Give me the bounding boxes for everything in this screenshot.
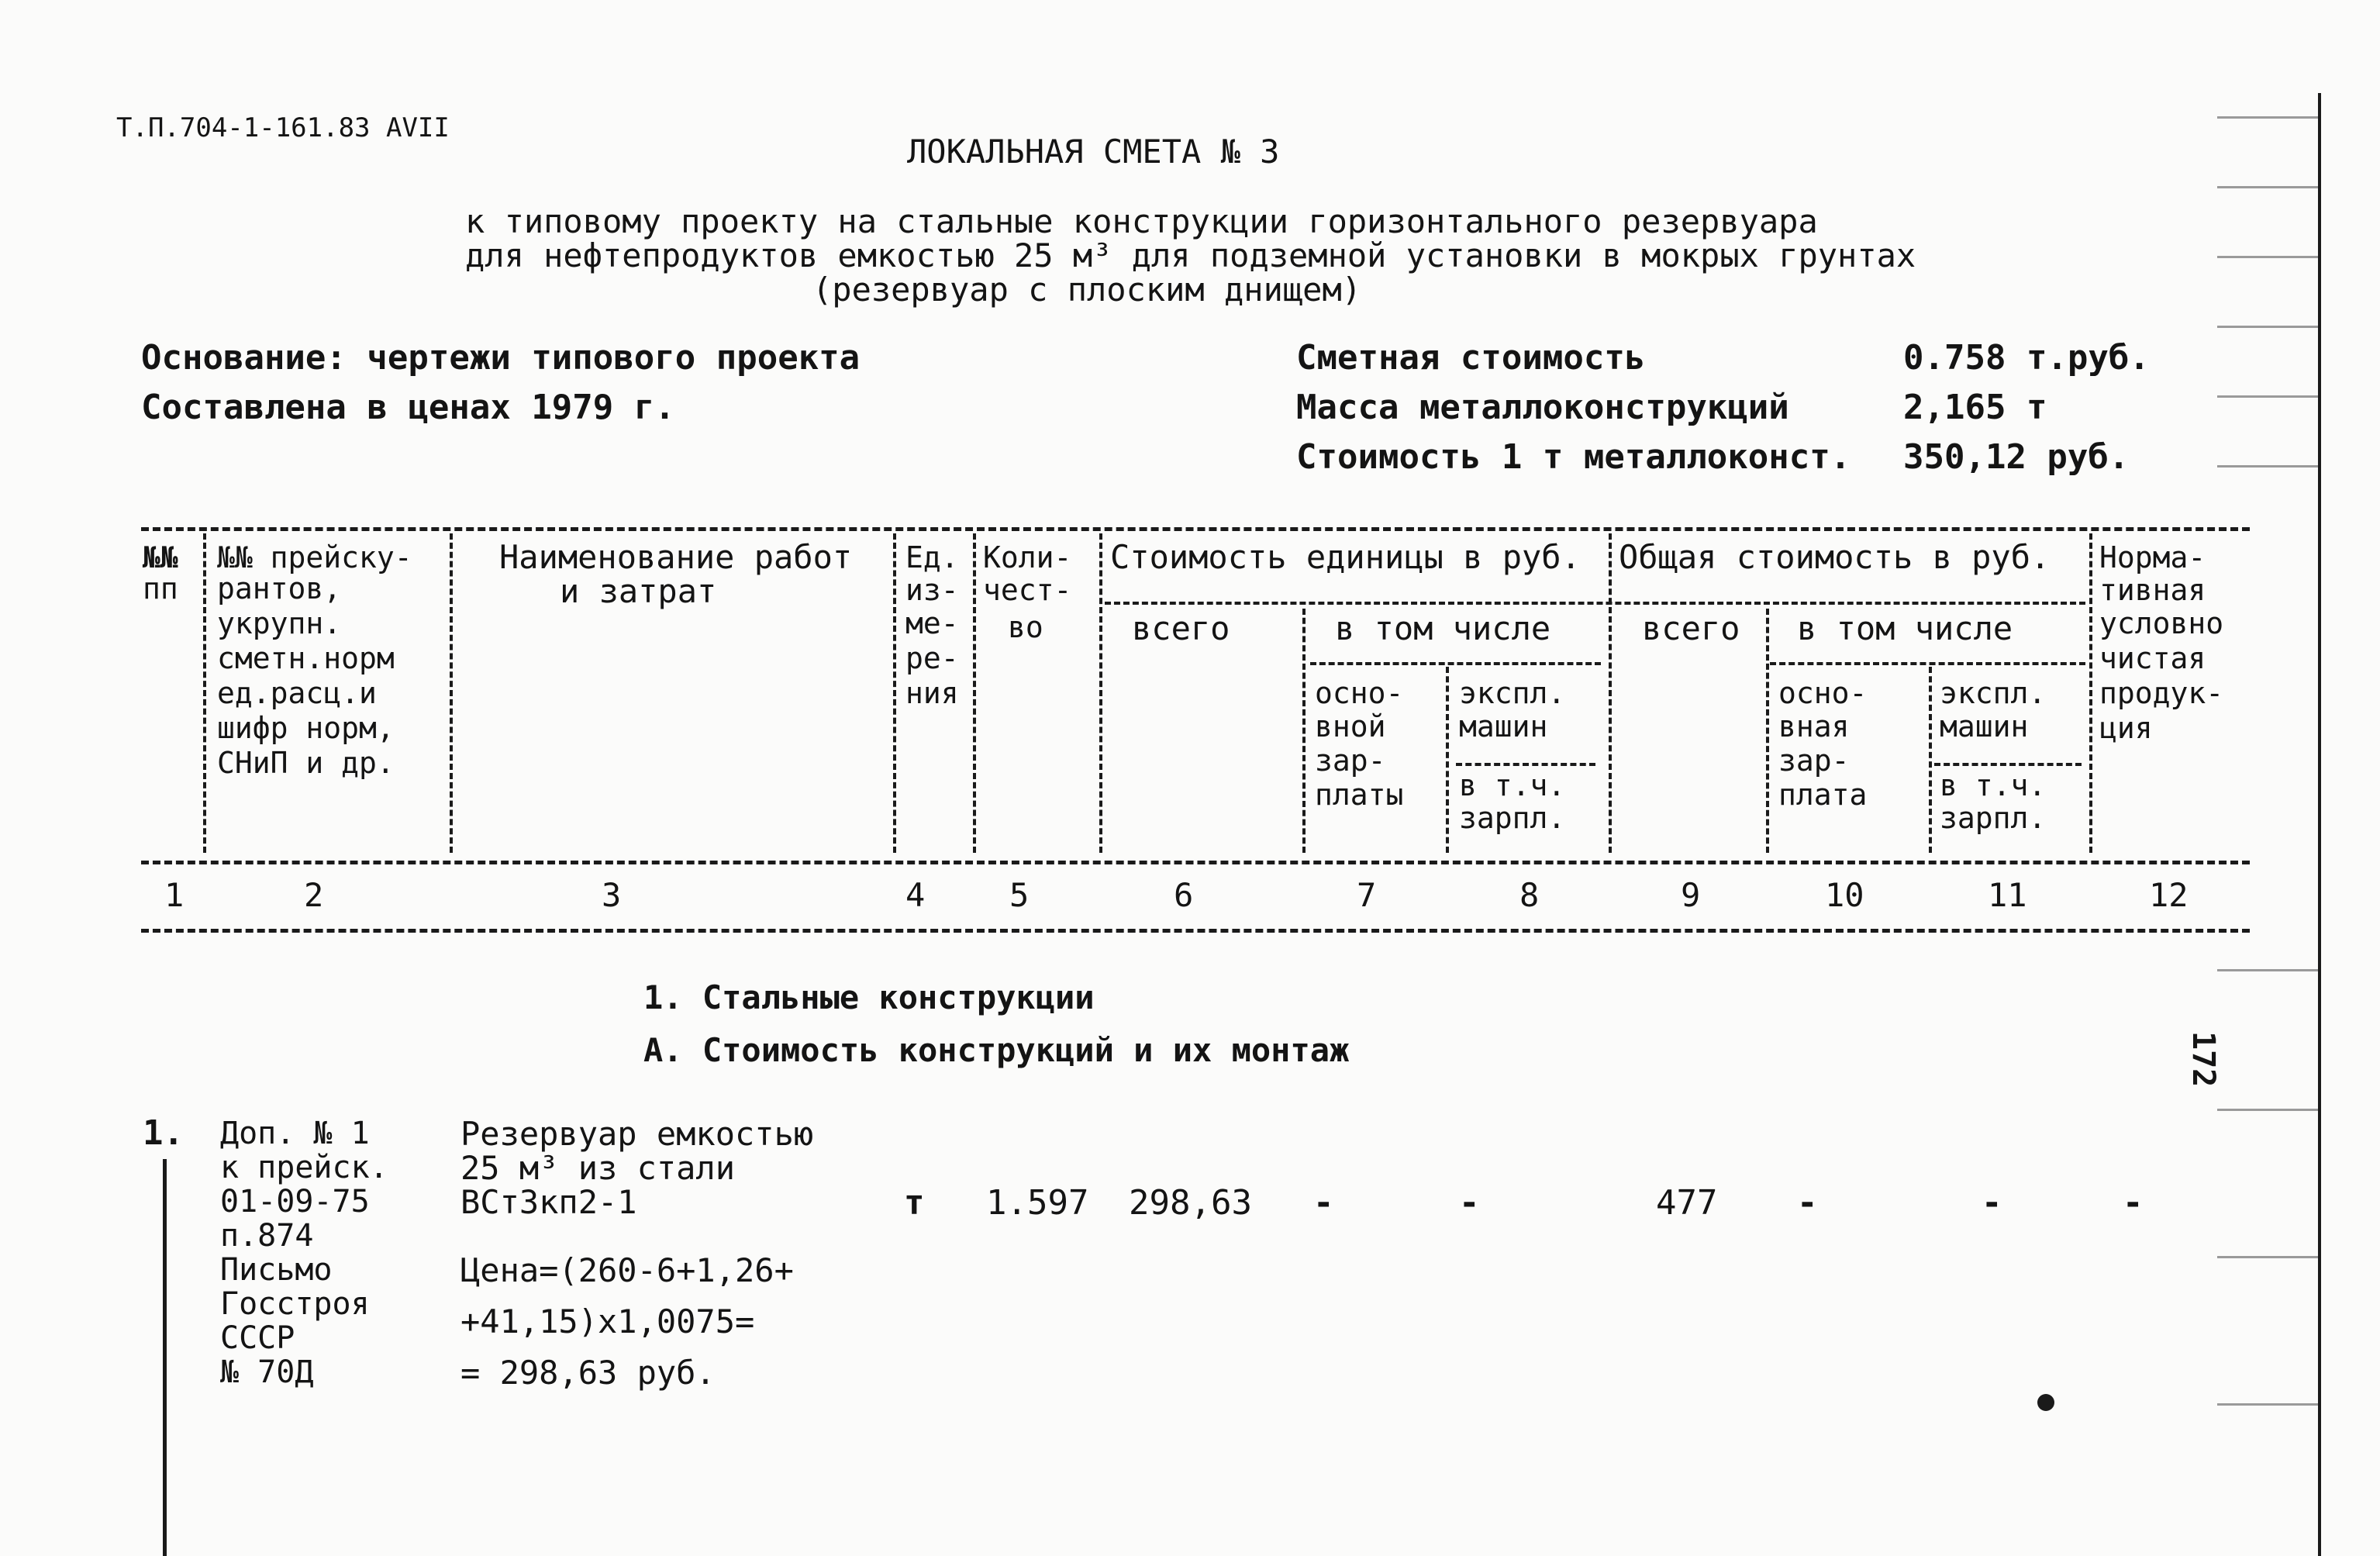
hdr-c2-l5: ед.расц.и bbox=[217, 676, 377, 710]
row-1-c8: - bbox=[1459, 1183, 1480, 1223]
basis-text: Основание: чертежи типового проекта bbox=[141, 338, 861, 378]
column-numbers-rule bbox=[141, 929, 2250, 933]
col-divider-9 bbox=[1766, 609, 1769, 853]
colnum-3: 3 bbox=[602, 876, 622, 914]
row-1-num: 1. bbox=[143, 1113, 184, 1153]
margin-rule bbox=[2217, 1109, 2318, 1111]
hdr-c5-l3: во bbox=[1008, 610, 1043, 644]
row-1-c9: 477 bbox=[1656, 1183, 1718, 1223]
row-1-ref-l7: СССР bbox=[220, 1320, 295, 1356]
page-number: 172 bbox=[2185, 1031, 2221, 1088]
hdr-c7-l3: зар- bbox=[1315, 743, 1386, 778]
hdr-c3-l2: и затрат bbox=[560, 572, 717, 610]
colnum-8: 8 bbox=[1519, 876, 1540, 914]
colnum-1: 1 bbox=[164, 876, 185, 914]
colnum-10: 10 bbox=[1825, 876, 1864, 914]
hdr-c2-l3: укрупн. bbox=[217, 606, 342, 640]
c11-subrule bbox=[1934, 763, 2082, 766]
margin-rule bbox=[2217, 326, 2318, 328]
hdr-c7-l1: осно- bbox=[1315, 676, 1404, 710]
col-divider-10 bbox=[1929, 667, 1932, 853]
total-cost-subrule bbox=[1770, 662, 2085, 665]
hdr-c3-l1: Наименование работ bbox=[499, 538, 853, 576]
row-1-ref-l2: к прейск. bbox=[220, 1150, 388, 1185]
row-1-ref-l3: 01-09-75 bbox=[220, 1184, 370, 1220]
hdr-c6-vsego: всего bbox=[1132, 609, 1230, 647]
row-1-name-l2: 25 м³ из стали bbox=[460, 1149, 736, 1187]
table-top-rule bbox=[141, 527, 2250, 531]
col-divider-2 bbox=[450, 533, 453, 853]
hdr-c8-sub-l2: зарпл. bbox=[1459, 801, 1566, 835]
prices-text: Составлена в ценах 1979 г. bbox=[141, 388, 675, 427]
summary-label-mass: Масса металлоконструкций bbox=[1296, 388, 1789, 427]
row-left-border bbox=[163, 1159, 167, 1556]
hdr-c8-l1: экспл. bbox=[1459, 676, 1566, 710]
row-1-c11: - bbox=[1982, 1183, 2002, 1223]
row-1-ref-l4: п.874 bbox=[220, 1218, 314, 1254]
header-bottom-rule bbox=[141, 861, 2250, 864]
margin-rule bbox=[2217, 1256, 2318, 1258]
hdr-c12-l6: ция bbox=[2099, 711, 2153, 745]
row-1-name-l3: ВСт3кп2-1 bbox=[460, 1183, 637, 1221]
hdr-c5-l1: Коли- bbox=[983, 540, 1072, 574]
row-1-unit: т bbox=[904, 1183, 925, 1223]
row-1-calc-l3: = 298,63 руб. bbox=[460, 1354, 716, 1392]
page-right-border bbox=[2318, 93, 2321, 1556]
hdr-c9-vsego: всего bbox=[1642, 609, 1740, 647]
hdr-total-cost: Общая стоимость в руб. bbox=[1619, 538, 2051, 576]
row-1-ref-l1: Доп. № 1 bbox=[220, 1116, 370, 1151]
hdr-c2-l2: рантов, bbox=[217, 571, 342, 605]
hdr-c10-l2: вная bbox=[1778, 709, 1850, 743]
row-1-calc-l2: +41,15)х1,0075= bbox=[460, 1302, 755, 1340]
col-divider-6 bbox=[1302, 609, 1306, 853]
hdr-c8-sub-l1: в т.ч. bbox=[1459, 768, 1566, 802]
col-divider-7 bbox=[1446, 667, 1449, 853]
colnum-6: 6 bbox=[1174, 876, 1194, 914]
hdr-c11-sub-l1: в т.ч. bbox=[1940, 768, 2047, 802]
hdr-c7-c8-v-tom-chisle: в том числе bbox=[1335, 609, 1551, 647]
hdr-c2-l4: сметн.норм bbox=[217, 641, 395, 675]
document-code: Т.П.704-1-161.83 АVII bbox=[116, 112, 450, 143]
section-title: 1. Стальные конструкции bbox=[643, 978, 1095, 1016]
hdr-c7-l2: вной bbox=[1315, 709, 1386, 743]
row-1-c6: 298,63 bbox=[1129, 1183, 1252, 1223]
colnum-11: 11 bbox=[1988, 876, 2027, 914]
hdr-c4-l2: из- bbox=[905, 573, 959, 607]
row-1-ref-l6: Госстроя bbox=[220, 1286, 370, 1322]
hdr-c2-l7: СНиП и др. bbox=[217, 746, 395, 780]
hdr-c10-c11-v-tom-chisle: в том числе bbox=[1797, 609, 2013, 647]
col-divider-3 bbox=[893, 533, 896, 853]
colnum-2: 2 bbox=[304, 876, 324, 914]
hdr-c11-l1: экспл. bbox=[1940, 676, 2047, 710]
margin-rule bbox=[2217, 1403, 2318, 1406]
subsection-title: А. Стоимость конструкций и их монтаж bbox=[643, 1031, 1350, 1069]
hdr-c2-l1: №№ прейску- bbox=[217, 540, 412, 574]
col-divider-8 bbox=[1609, 533, 1612, 853]
hdr-c4-l1: Ед. bbox=[905, 540, 959, 574]
row-1-name-l1: Резервуар емкостью bbox=[460, 1115, 814, 1153]
hdr-c12-l4: чистая bbox=[2099, 641, 2206, 675]
hdr-c1-l2: пп bbox=[143, 571, 178, 605]
hdr-c4-l4: ре- bbox=[905, 641, 959, 675]
hdr-c7-l4: платы bbox=[1315, 778, 1404, 812]
hdr-c10-l3: зар- bbox=[1778, 743, 1850, 778]
margin-rule bbox=[2217, 465, 2318, 467]
colnum-5: 5 bbox=[1009, 876, 1030, 914]
hdr-c11-l2: машин bbox=[1940, 709, 2029, 743]
summary-value-cost: 0.758 т.руб. bbox=[1903, 338, 2150, 378]
summary-label-cost: Сметная стоимость bbox=[1296, 338, 1646, 378]
margin-rule bbox=[2217, 969, 2318, 971]
summary-label-unit-cost: Стоимость 1 т металлоконст. bbox=[1296, 437, 1851, 477]
unit-cost-subrule bbox=[1310, 662, 1601, 665]
colnum-4: 4 bbox=[905, 876, 926, 914]
summary-value-mass: 2,165 т bbox=[1903, 388, 2047, 427]
hdr-c11-sub-l2: зарпл. bbox=[1940, 801, 2047, 835]
hdr-unit-cost: Стоимость единицы в руб. bbox=[1110, 538, 1581, 576]
colnum-12: 12 bbox=[2149, 876, 2189, 914]
c8-subrule bbox=[1456, 763, 1595, 766]
summary-value-unit-cost: 350,12 руб. bbox=[1903, 437, 2130, 477]
hdr-c5-l2: чест- bbox=[983, 573, 1072, 607]
document-title: ЛОКАЛЬНАЯ СМЕТА № 3 bbox=[907, 133, 1280, 171]
row-1-calc-l1: Цена=(260-6+1,26+ bbox=[460, 1251, 794, 1289]
header-cost-rule bbox=[1105, 602, 2085, 605]
margin-rule bbox=[2217, 186, 2318, 188]
col-divider-1 bbox=[203, 533, 206, 853]
hdr-c12-l1: Норма- bbox=[2099, 540, 2206, 574]
margin-rule bbox=[2217, 256, 2318, 258]
row-1-c7: - bbox=[1313, 1183, 1334, 1223]
hdr-c10-l1: осно- bbox=[1778, 676, 1868, 710]
subtitle-line-1: к типовому проекту на стальные конструкции горизонтального резервуара bbox=[465, 202, 1818, 240]
hdr-c12-l3: условно bbox=[2099, 606, 2224, 640]
col-divider-5 bbox=[1099, 533, 1102, 853]
hdr-c4-l5: ния bbox=[905, 676, 959, 710]
margin-rule bbox=[2217, 116, 2318, 119]
row-1-ref-l5: Письмо bbox=[220, 1252, 333, 1288]
row-1-c12: - bbox=[2123, 1183, 2144, 1223]
col-divider-11 bbox=[2089, 533, 2092, 853]
colnum-7: 7 bbox=[1357, 876, 1377, 914]
hdr-c2-l6: шифр норм, bbox=[217, 711, 395, 745]
col-divider-4 bbox=[973, 533, 976, 853]
subtitle-line-3: (резервуар с плоским днищем) bbox=[812, 271, 1362, 309]
row-1-qty: 1.597 bbox=[986, 1183, 1089, 1223]
ink-dot bbox=[2037, 1394, 2054, 1411]
margin-rule bbox=[2217, 395, 2318, 398]
hdr-c8-l2: машин bbox=[1459, 709, 1548, 743]
row-1-c10: - bbox=[1797, 1183, 1818, 1223]
hdr-c1-l1: №№ bbox=[143, 540, 178, 574]
row-1-ref-l8: № 70Д bbox=[220, 1354, 314, 1390]
hdr-c12-l2: тивная bbox=[2099, 573, 2206, 607]
colnum-9: 9 bbox=[1681, 876, 1701, 914]
hdr-c10-l4: плата bbox=[1778, 778, 1868, 812]
hdr-c12-l5: продук- bbox=[2099, 676, 2224, 710]
subtitle-line-2: для нефтепродуктов емкостью 25 м³ для подземной установки в мокрых грунтах bbox=[465, 236, 1916, 274]
hdr-c4-l3: ме- bbox=[905, 606, 959, 640]
